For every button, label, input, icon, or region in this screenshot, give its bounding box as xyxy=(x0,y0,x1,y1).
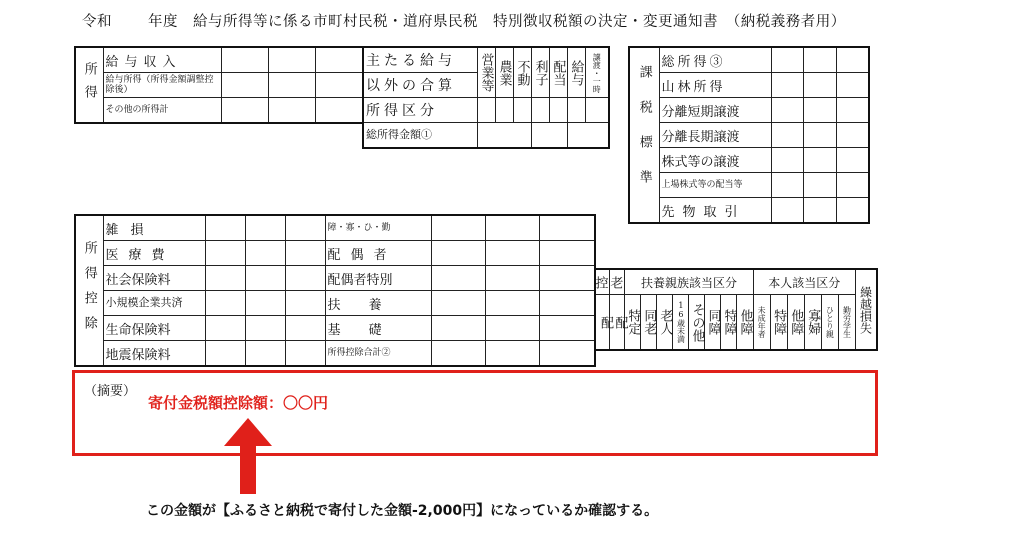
self-col: 未成年者 xyxy=(753,295,770,351)
tax-base-row-label: 総所得③ xyxy=(659,47,771,73)
total-income-label: 総所得金額① xyxy=(363,123,477,149)
rou-sub-label: 配 xyxy=(610,295,625,351)
deduction-row-label: 社会保険料 xyxy=(103,266,205,291)
arrow-up-icon xyxy=(222,418,274,494)
deduction-row-label: 基礎 xyxy=(325,316,431,341)
memo-label: （摘要） xyxy=(84,384,137,399)
self-col: 勤労学生 xyxy=(838,295,855,351)
other-income-row-label: 所得区分 xyxy=(363,98,477,123)
tax-base-row-label: 分離短期譲渡 xyxy=(659,98,771,123)
kou-sub-label: 配 xyxy=(595,295,610,351)
era-label: 令和 xyxy=(82,14,112,30)
donation-deduction-amount: 寄付金税額控除額：〇〇円 xyxy=(148,394,329,412)
income-row-label: その他の所得計 xyxy=(103,98,221,124)
category-col: 利子 xyxy=(531,47,549,98)
deduction-row-label: 雑損 xyxy=(103,215,205,241)
category-col: 給与 xyxy=(567,47,585,98)
other-income-table xyxy=(362,46,610,149)
income-table xyxy=(74,46,364,124)
deduction-table xyxy=(74,214,596,367)
notice-title xyxy=(82,10,846,31)
deduction-row-label: 小規模企業共済 xyxy=(103,291,205,316)
check-note: この金額が【ふるさと納税で寄付した金額-2,000円】になっているか確認する。 xyxy=(146,503,659,519)
income-section-label: 所得 xyxy=(75,47,103,123)
tax-base-section-label: 課税標準 xyxy=(629,47,659,223)
category-col: 不動 xyxy=(513,47,531,98)
category-col: 譲渡・一時 xyxy=(585,47,609,98)
deduction-row-label: 所得控除合計② xyxy=(325,341,431,367)
other-income-row-label: 主たる給与 xyxy=(363,47,477,73)
dep-col: 他障 xyxy=(737,295,753,351)
self-col: ひとり親 xyxy=(821,295,838,351)
dep-col: 特定 xyxy=(625,295,641,351)
deduction-row-label: 配偶者 xyxy=(325,241,431,266)
self-header: 本人該当区分 xyxy=(753,269,856,295)
dep-col: 同障 xyxy=(705,295,721,351)
notice-title-text: 給与所得等に係る市町村民税・道府県民税 特別徴収税額の決定・変更通知書 xyxy=(193,14,718,30)
rou-label: 老 xyxy=(610,269,625,295)
dep-col: 16歳未満 xyxy=(673,295,689,351)
deduction-row-label: 障・寡・ひ・勤 xyxy=(325,215,431,241)
category-col: 配当 xyxy=(549,47,567,98)
tax-base-row-label: 先物取引 xyxy=(659,198,771,224)
self-col: 特障 xyxy=(770,295,787,351)
tax-base-row-label: 上場株式等の配当等 xyxy=(659,173,771,198)
dep-col: 老人 xyxy=(657,295,673,351)
kou-label: 控 xyxy=(595,269,610,295)
dependents-header: 扶養親族該当区分 xyxy=(625,269,753,295)
fiscal-year-label: 年度 xyxy=(148,14,178,30)
tax-base-row-label: 株式等の譲渡 xyxy=(659,148,771,173)
category-col: 農業 xyxy=(495,47,513,98)
tax-base-row-label: 山林所得 xyxy=(659,73,771,98)
other-income-row-label: 以外の合算 xyxy=(363,73,477,98)
tax-base-row-label: 分離長期譲渡 xyxy=(659,123,771,148)
deduction-row-label: 地震保険料 xyxy=(103,341,205,367)
dep-col: 同老 xyxy=(641,295,657,351)
self-col: 他障 xyxy=(787,295,804,351)
self-col: 寡婦 xyxy=(804,295,821,351)
memo-highlight-box xyxy=(72,370,878,456)
tax-base-table xyxy=(628,46,870,224)
deduction-row-label: 扶養 xyxy=(325,291,431,316)
deduction-row-label: 配偶者特別 xyxy=(325,266,431,291)
notice-subtitle: （納税義務者用） xyxy=(733,14,846,30)
income-row-label: 給与所得（所得金額調整控除後） xyxy=(103,73,221,98)
category-table xyxy=(594,268,878,351)
income-row-label: 給与収入 xyxy=(103,47,221,73)
carry-loss-header: 繰越損失 xyxy=(856,269,877,350)
dep-col: 特障 xyxy=(721,295,737,351)
dep-col: その他 xyxy=(689,295,705,351)
deduction-row-label: 生命保険料 xyxy=(103,316,205,341)
deduction-section-label: 所得控除 xyxy=(75,215,103,366)
deduction-row-label: 医療費 xyxy=(103,241,205,266)
category-col: 営業等 xyxy=(477,47,495,98)
